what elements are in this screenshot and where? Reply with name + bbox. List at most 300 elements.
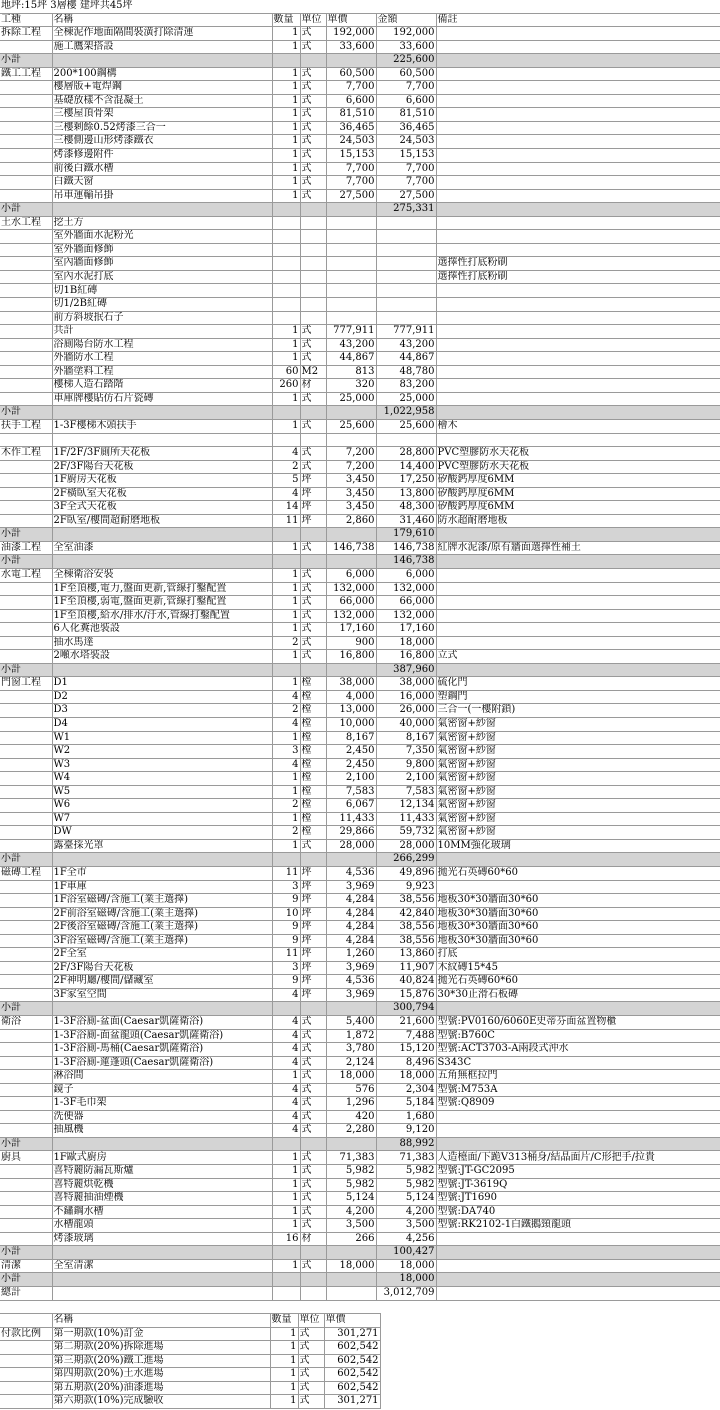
cell-unit: 式: [300, 189, 326, 203]
cell-qty: 1: [272, 108, 300, 122]
item-row: [0, 1178, 720, 1192]
payment-body: [0, 1301, 380, 1409]
cell-category: [0, 988, 52, 1002]
cell-category: [0, 717, 52, 731]
cell-price: 28,000: [326, 839, 376, 853]
cell-price: [326, 243, 376, 257]
item-row: [0, 1029, 720, 1043]
cell-category: 清潔: [0, 1259, 52, 1273]
cell-unit: 樘: [300, 677, 326, 691]
cell-price: [326, 663, 376, 677]
cell-unit: 材: [300, 379, 326, 393]
cell-unit: 式: [300, 541, 326, 555]
cell-price: 4,284: [326, 894, 376, 908]
payment-schedule: [0, 1301, 720, 1409]
item-row: [0, 812, 720, 826]
cell-name: D4: [52, 717, 272, 731]
item-row: [0, 94, 720, 108]
payment-name: 第六期款(10%)完成驗收: [52, 1395, 270, 1409]
cell-amount: 1,680: [376, 1110, 436, 1124]
cell-amount: 7,583: [376, 785, 436, 799]
cell-qty: [272, 284, 300, 298]
cell-category: [0, 270, 52, 284]
cell-category: [0, 1165, 52, 1179]
cell-price: [326, 433, 376, 447]
item-row: [0, 216, 720, 230]
cell-qty: 3: [272, 961, 300, 975]
cell-qty: 4: [272, 1110, 300, 1124]
cell-note: 木紋磚15*45: [436, 961, 720, 975]
cell-price: [326, 1002, 376, 1016]
payment-price: 602,542: [324, 1368, 380, 1382]
cell-category: [0, 758, 52, 772]
cell-unit: 式: [300, 67, 326, 81]
cell-name: 抽風機: [52, 1124, 272, 1138]
cell-name: 共計: [52, 325, 272, 339]
payment-name: 第二期款(20%)拆除進場: [52, 1341, 270, 1355]
cell-amount: 7,700: [376, 81, 436, 95]
cell-name: [52, 203, 272, 217]
cell-note: 矽酸鈣厚度6MM: [436, 474, 720, 488]
cell-price: 4,284: [326, 934, 376, 948]
cell-price: 5,982: [326, 1178, 376, 1192]
cell-unit: [300, 216, 326, 230]
cell-amount: 2,100: [376, 772, 436, 786]
cell-category: [0, 311, 52, 325]
cell-qty: 1: [272, 1219, 300, 1233]
cell-unit: [300, 528, 326, 542]
item-row: [0, 270, 720, 284]
item-row: [0, 1259, 720, 1273]
item-row: [0, 609, 720, 623]
cell-price: 3,450: [326, 487, 376, 501]
cell-qty: 4: [272, 1083, 300, 1097]
cell-unit: [300, 243, 326, 257]
cell-price: 71,383: [326, 1151, 376, 1165]
cell-price: 11,433: [326, 812, 376, 826]
cell-unit: 坪: [300, 988, 326, 1002]
item-row: [0, 311, 720, 325]
cell-category: [0, 352, 52, 366]
cell-amount: 6,000: [376, 568, 436, 582]
payment-name: 第四期款(20%)土水進場: [52, 1368, 270, 1382]
cell-qty: 4: [272, 717, 300, 731]
cell-category: [0, 650, 52, 664]
cell-price: 66,000: [326, 596, 376, 610]
header-amount: 金額: [376, 13, 436, 27]
sheet-title-row: [0, 0, 720, 13]
cell-price: [326, 406, 376, 420]
payment-qty: 1: [270, 1395, 298, 1409]
cell-note: [436, 284, 720, 298]
cell-note: [436, 352, 720, 366]
cell-price: 4,536: [326, 867, 376, 881]
item-row: [0, 176, 720, 190]
item-row: [0, 785, 720, 799]
cell-name: 2F全室: [52, 948, 272, 962]
cell-category: 小計: [0, 853, 52, 867]
cell-category: [0, 934, 52, 948]
cell-note: PVC塑膠防水天花板: [436, 447, 720, 461]
cell-name: 1-3F浴廁-馬桶(Caesar凱薩衛浴): [52, 1043, 272, 1057]
cell-note: [436, 203, 720, 217]
cell-category: 土水工程: [0, 216, 52, 230]
item-row: [0, 379, 720, 393]
cell-price: 7,200: [326, 460, 376, 474]
payment-header-qty: 數量: [270, 1314, 298, 1328]
cell-name: 露臺採光罩: [52, 839, 272, 853]
item-row: [0, 487, 720, 501]
cell-unit: 坪: [300, 934, 326, 948]
cell-amount: 33,600: [376, 40, 436, 54]
cell-note: 10MM強化玻璃: [436, 839, 720, 853]
cell-price: 4,536: [326, 975, 376, 989]
item-row: [0, 704, 720, 718]
cell-note: 立式: [436, 650, 720, 664]
cell-name: 前後白鐵水槽: [52, 162, 272, 176]
cell-note: 氣密窗+紗窗: [436, 717, 720, 731]
cell-category: [0, 40, 52, 54]
cell-name: 烤漆修邊附件: [52, 149, 272, 163]
item-row: [0, 40, 720, 54]
cell-qty: 60: [272, 365, 300, 379]
cell-note: [436, 853, 720, 867]
cell-amount: 8,496: [376, 1056, 436, 1070]
cell-amount: 146,738: [376, 555, 436, 569]
cell-unit: [300, 230, 326, 244]
cell-qty: 1: [272, 392, 300, 406]
cell-amount: 48,780: [376, 365, 436, 379]
payment-table: [0, 1301, 381, 1409]
payment-name: 第五期款(20%)油漆進場: [52, 1381, 270, 1395]
cell-name: 室外牆面水泥粉光: [52, 230, 272, 244]
cell-name: 三樓側邊山形烤漆鐵衣: [52, 135, 272, 149]
cell-category: 扶手工程: [0, 419, 52, 433]
cell-note: 型號:JT-GC2095: [436, 1165, 720, 1179]
payment-label: [0, 1341, 52, 1355]
cell-price: 15,153: [326, 149, 376, 163]
cell-category: 磁磚工程: [0, 867, 52, 881]
payment-qty: 1: [270, 1354, 298, 1368]
cell-note: 氣密窗+紗窗: [436, 772, 720, 786]
cell-note: [436, 216, 720, 230]
cell-note: [436, 663, 720, 677]
cell-amount: 27,500: [376, 189, 436, 203]
cell-unit: 式: [300, 650, 326, 664]
cell-name: 1F至頂樓,弱電,盤面更新,管線打鑿配置: [52, 596, 272, 610]
cell-unit: 樘: [300, 731, 326, 745]
cell-unit: 式: [300, 1056, 326, 1070]
cell-price: 17,160: [326, 623, 376, 637]
cell-qty: 1: [272, 1259, 300, 1273]
payment-row: [0, 1368, 380, 1382]
payment-row: [0, 1341, 380, 1355]
cell-price: 1,296: [326, 1097, 376, 1111]
cell-name: DW: [52, 826, 272, 840]
cell-note: 氣密窗+紗窗: [436, 731, 720, 745]
item-row: [0, 650, 720, 664]
header-row: [0, 13, 720, 27]
item-row: [0, 284, 720, 298]
payment-unit: 式: [298, 1327, 324, 1341]
cell-note: [436, 379, 720, 393]
cell-price: 81,510: [326, 108, 376, 122]
subtotal-row: [0, 1246, 720, 1260]
cell-amount: 25,000: [376, 392, 436, 406]
item-row: [0, 541, 720, 555]
cell-unit: 坪: [300, 474, 326, 488]
cell-amount: 266,299: [376, 853, 436, 867]
cell-price: 5,400: [326, 1016, 376, 1030]
cell-price: 1,260: [326, 948, 376, 962]
cell-qty: 4: [272, 758, 300, 772]
cell-amount: [376, 270, 436, 284]
cell-price: 38,000: [326, 677, 376, 691]
cell-price: 813: [326, 365, 376, 379]
cell-price: [326, 1286, 376, 1300]
cell-amount: 38,556: [376, 934, 436, 948]
item-row: [0, 67, 720, 81]
cell-price: 3,450: [326, 474, 376, 488]
cell-category: [0, 1043, 52, 1057]
cell-amount: 11,907: [376, 961, 436, 975]
cell-qty: 4: [272, 1056, 300, 1070]
cell-price: 24,503: [326, 135, 376, 149]
cell-note: [436, 81, 720, 95]
cell-unit: 式: [300, 176, 326, 190]
cell-category: 拆除工程: [0, 27, 52, 41]
cell-amount: 13,860: [376, 948, 436, 962]
cell-name: [52, 54, 272, 68]
cell-category: [0, 907, 52, 921]
cell-amount: 38,000: [376, 677, 436, 691]
cell-note: [436, 392, 720, 406]
cell-name: 喜特麗抽油煙機: [52, 1192, 272, 1206]
cell-qty: 1: [272, 419, 300, 433]
cell-note: [436, 1273, 720, 1287]
cell-note: [436, 338, 720, 352]
cell-unit: 樘: [300, 799, 326, 813]
cell-amount: [376, 298, 436, 312]
cell-name: [52, 406, 272, 420]
cell-note: 氣密窗+紗窗: [436, 785, 720, 799]
item-row: [0, 907, 720, 921]
cell-amount: 49,896: [376, 867, 436, 881]
cell-amount: 42,840: [376, 907, 436, 921]
cell-price: 7,700: [326, 162, 376, 176]
cell-name: W4: [52, 772, 272, 786]
item-row: [0, 1124, 720, 1138]
cell-price: 18,000: [326, 1070, 376, 1084]
cell-name: [52, 433, 272, 447]
cell-amount: 25,600: [376, 419, 436, 433]
item-row: [0, 961, 720, 975]
cell-unit: 式: [300, 609, 326, 623]
cell-qty: 1: [272, 1165, 300, 1179]
cell-category: [0, 623, 52, 637]
cell-note: [436, 162, 720, 176]
cell-category: 小計: [0, 1246, 52, 1260]
cell-amount: 4,200: [376, 1205, 436, 1219]
cell-price: 3,969: [326, 961, 376, 975]
cell-amount: 18,000: [376, 636, 436, 650]
cell-price: [326, 298, 376, 312]
cell-qty: 14: [272, 501, 300, 515]
cell-amount: 387,960: [376, 663, 436, 677]
item-row: [0, 149, 720, 163]
cell-qty: 16: [272, 1232, 300, 1246]
cell-category: [0, 162, 52, 176]
payment-unit: 式: [298, 1395, 324, 1409]
cell-price: [326, 1273, 376, 1287]
cell-note: 矽酸鈣厚度6MM: [436, 501, 720, 515]
subtotal-row: [0, 1273, 720, 1287]
item-row: [0, 975, 720, 989]
cell-unit: 式: [300, 623, 326, 637]
cell-category: [0, 690, 52, 704]
cell-category: [0, 1232, 52, 1246]
cell-name: 樓梯人造石踏階: [52, 379, 272, 393]
cell-note: 矽酸鈣厚度6MM: [436, 487, 720, 501]
cell-note: 地板30*30牆面30*60: [436, 921, 720, 935]
cell-note: [436, 1246, 720, 1260]
cell-name: 2噸水塔裝設: [52, 650, 272, 664]
cell-price: 132,000: [326, 582, 376, 596]
cell-name: 1-3F浴廁-盆面(Caesar凱薩衛浴): [52, 1016, 272, 1030]
cell-unit: [300, 555, 326, 569]
cell-category: [0, 1219, 52, 1233]
cell-amount: 28,800: [376, 447, 436, 461]
cell-name: 全室油漆: [52, 541, 272, 555]
item-row: [0, 447, 720, 461]
cell-unit: [300, 203, 326, 217]
cell-qty: [272, 311, 300, 325]
cell-name: 1-3F樓梯木頭扶手: [52, 419, 272, 433]
cell-name: D1: [52, 677, 272, 691]
cell-note: 氣密窗+紗窗: [436, 812, 720, 826]
cell-amount: 81,510: [376, 108, 436, 122]
cell-amount: 5,982: [376, 1165, 436, 1179]
cell-unit: [300, 257, 326, 271]
payment-unit: 式: [298, 1354, 324, 1368]
cell-name: 切1B紅磚: [52, 284, 272, 298]
cell-qty: [272, 1286, 300, 1300]
cell-amount: 7,350: [376, 745, 436, 759]
cell-qty: 1: [272, 1192, 300, 1206]
cell-qty: 1: [272, 609, 300, 623]
cell-category: 小計: [0, 555, 52, 569]
cell-unit: 式: [300, 81, 326, 95]
cell-category: [0, 609, 52, 623]
cell-price: [326, 1246, 376, 1260]
cell-unit: 式: [300, 40, 326, 54]
cell-amount: 17,160: [376, 623, 436, 637]
cell-category: 衛浴: [0, 1016, 52, 1030]
cell-name: [52, 1286, 272, 1300]
cell-category: [0, 365, 52, 379]
cell-amount: 13,800: [376, 487, 436, 501]
cell-note: [436, 406, 720, 420]
cell-amount: 38,556: [376, 894, 436, 908]
item-row: [0, 1070, 720, 1084]
cell-unit: 坪: [300, 894, 326, 908]
cell-qty: 2: [272, 704, 300, 718]
cell-unit: 式: [300, 1083, 326, 1097]
cell-unit: [300, 1246, 326, 1260]
cell-price: 3,969: [326, 880, 376, 894]
cell-price: 8,167: [326, 731, 376, 745]
cell-name: 6人化糞池裝設: [52, 623, 272, 637]
cell-price: 16,800: [326, 650, 376, 664]
cell-qty: 1: [272, 1070, 300, 1084]
cell-amount: 9,120: [376, 1124, 436, 1138]
cell-note: [436, 596, 720, 610]
cell-unit: [300, 1286, 326, 1300]
cell-unit: 式: [300, 1219, 326, 1233]
cell-unit: 式: [300, 162, 326, 176]
cell-unit: [300, 853, 326, 867]
cell-price: 4,284: [326, 907, 376, 921]
item-row: [0, 948, 720, 962]
cell-name: 鏡子: [52, 1083, 272, 1097]
cell-category: [0, 948, 52, 962]
cell-note: [436, 325, 720, 339]
cell-note: 型號:M753A: [436, 1083, 720, 1097]
cell-amount: 300,794: [376, 1002, 436, 1016]
cell-category: [0, 596, 52, 610]
cell-note: 防水超耐磨地板: [436, 514, 720, 528]
cell-unit: 式: [300, 1029, 326, 1043]
cell-note: [436, 149, 720, 163]
cell-name: W7: [52, 812, 272, 826]
cell-amount: 275,331: [376, 203, 436, 217]
item-row: [0, 623, 720, 637]
cell-name: [52, 528, 272, 542]
cell-unit: [300, 311, 326, 325]
cell-name: 2F後浴室磁磚/含施工(業主選擇): [52, 921, 272, 935]
cell-unit: 樘: [300, 758, 326, 772]
cell-amount: 14,400: [376, 460, 436, 474]
cell-price: [326, 555, 376, 569]
cell-unit: 樘: [300, 812, 326, 826]
item-row: [0, 596, 720, 610]
cell-price: 29,866: [326, 826, 376, 840]
subtotal-row: [0, 555, 720, 569]
cell-price: 4,284: [326, 921, 376, 935]
payment-label: [0, 1354, 52, 1368]
cell-price: [326, 853, 376, 867]
cell-unit: 式: [300, 94, 326, 108]
cell-amount: 7,700: [376, 176, 436, 190]
cell-unit: [300, 1137, 326, 1151]
cell-category: [0, 880, 52, 894]
cell-amount: 40,824: [376, 975, 436, 989]
cell-amount: [376, 284, 436, 298]
cell-qty: 1: [272, 81, 300, 95]
cell-price: 13,000: [326, 704, 376, 718]
cell-unit: 式: [300, 1110, 326, 1124]
cell-unit: 坪: [300, 975, 326, 989]
cell-unit: 樘: [300, 690, 326, 704]
cell-qty: [272, 853, 300, 867]
cell-amount: [376, 257, 436, 271]
cell-name: 淋浴間: [52, 1070, 272, 1084]
cell-name: W2: [52, 745, 272, 759]
cell-unit: 坪: [300, 514, 326, 528]
cell-note: 三合一(一樓附鎖): [436, 704, 720, 718]
cell-amount: 43,200: [376, 338, 436, 352]
cell-price: 3,450: [326, 501, 376, 515]
